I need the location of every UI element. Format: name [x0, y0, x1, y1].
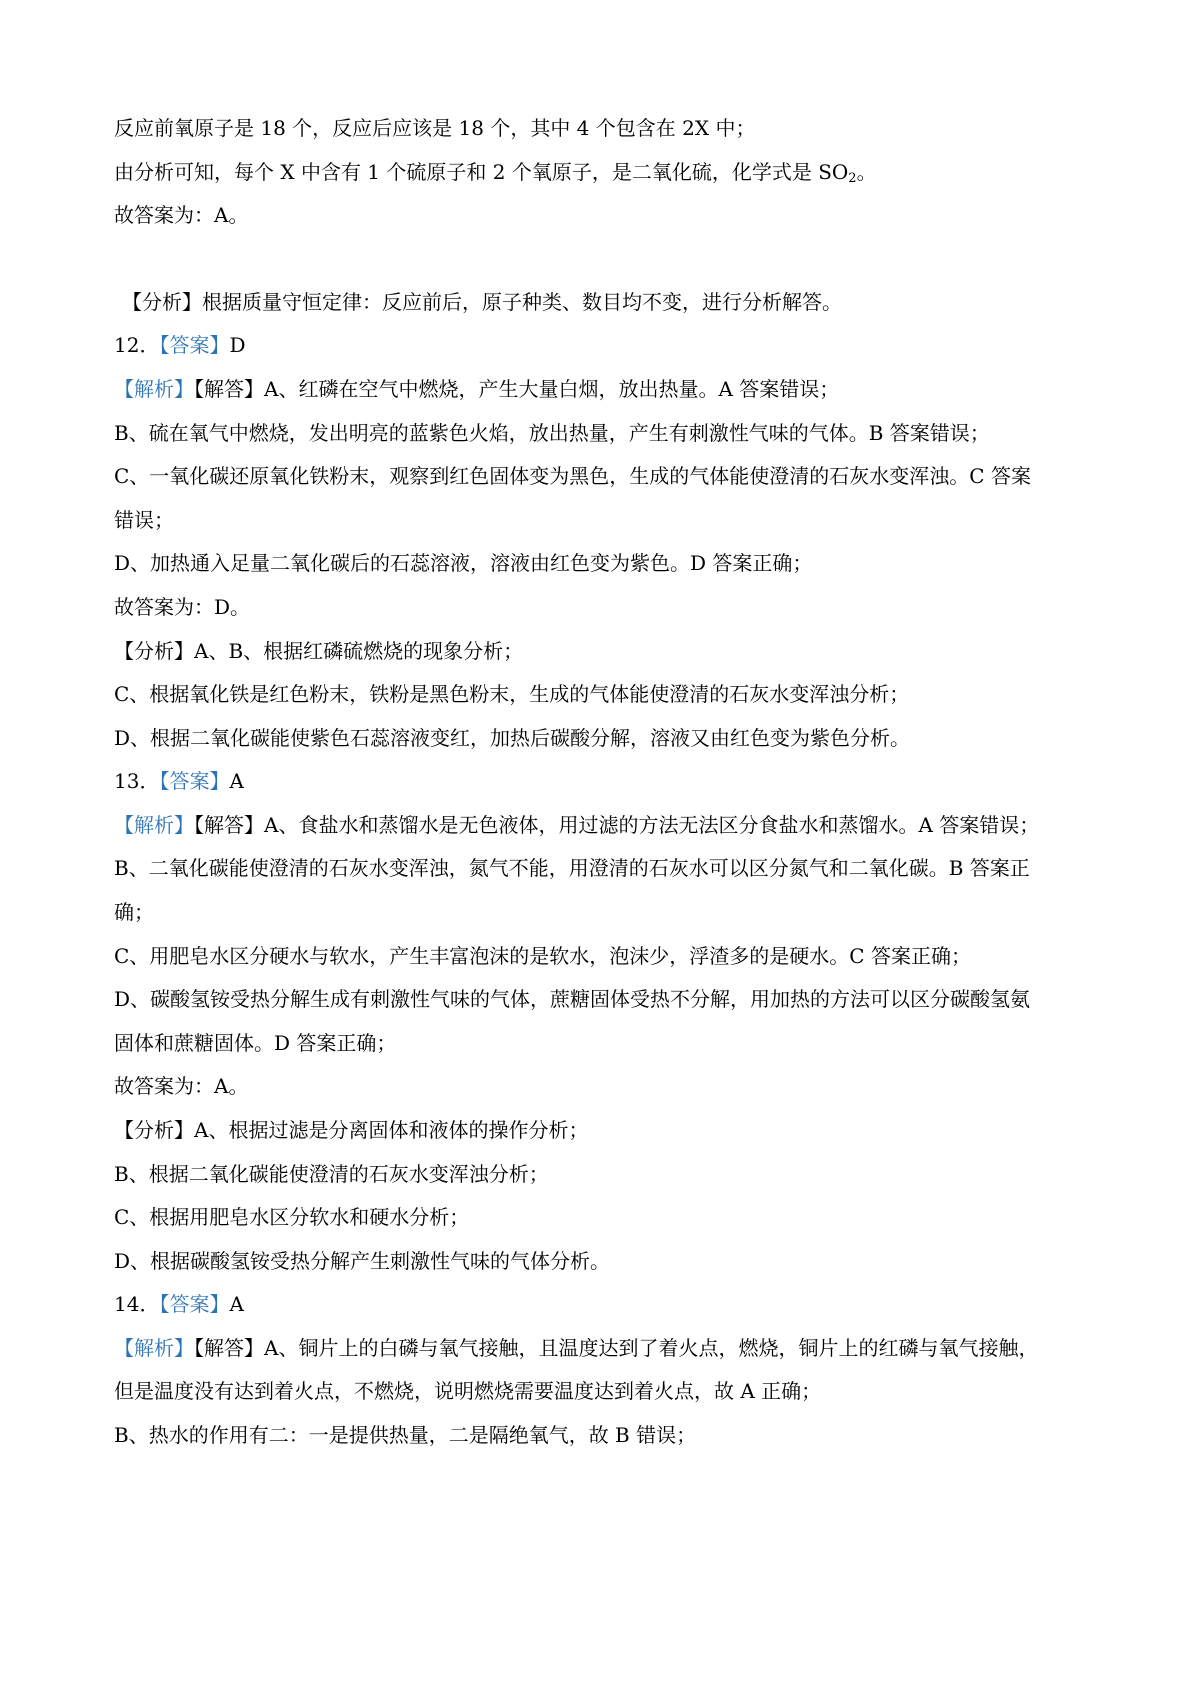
answer-tag: 【答案】: [159, 769, 230, 793]
text-line: 故答案为：A。: [114, 203, 249, 227]
answer-value: A: [229, 1292, 244, 1316]
answer-line-12: [114, 331, 1124, 359]
text-segment: 由分析可知，每个 X 中含有 1 个硫原子和 2 个氧原子，是二氧化硫，化学式是 SO: [114, 160, 849, 184]
text-line: 固体和蔗糖固体。D 答案正确；: [114, 1031, 397, 1055]
text-line: B、二氧化碳能使澄清的石灰水变浑浊，氮气不能，用澄清的石灰水可以区分氮气和二氧化碳。B 答案正: [114, 856, 1030, 880]
question-number: 14．: [114, 1292, 160, 1316]
question-number: 12．: [114, 333, 160, 357]
text-line: 故答案为：D。: [114, 595, 251, 619]
text-line: 【分析】A、B、根据红磷硫燃烧的现象分析；: [114, 639, 524, 663]
explanation-line: [114, 1334, 1124, 1362]
formula-subscript: 2: [848, 171, 857, 186]
text-line: 确；: [114, 900, 154, 924]
answer-line-13: [114, 767, 1124, 795]
text-line: C、用肥皂水区分硬水与软水，产生丰富泡沫的是软水，泡沫少，浮渣多的是硬水。C 答案正确；: [114, 944, 971, 968]
explanation-line: [114, 811, 1124, 839]
text-line: 故答案为：A。: [114, 1074, 249, 1098]
text-line: D、根据碳酸氢铵受热分解产生刺激性气味的气体分析。: [114, 1249, 611, 1273]
question-number: 13．: [114, 769, 160, 793]
answer-tag: 【答案】: [159, 1292, 230, 1316]
text-line: B、根据二氧化碳能使澄清的石灰水变浑浊分析；: [114, 1162, 549, 1186]
text-line: 但是温度没有达到着火点，不燃烧，说明燃烧需要温度达到着火点，故 A 正确；: [114, 1379, 822, 1403]
text-segment: 。: [856, 160, 877, 184]
text-line: D、加热通入足量二氧化碳后的石蕊溶液，溶液由红色变为紫色。D 答案正确；: [114, 551, 813, 575]
answer-value: D: [229, 333, 246, 357]
analysis-paragraph: 【分析】根据质量守恒定律：反应前后，原子种类、数目均不变，进行分析解答。: [122, 290, 842, 314]
explanation-tag: 【解析】: [114, 1336, 194, 1360]
text-line: 反应前氧原子是 18 个，反应后应该是 18 个，其中 4 个包含在 2X 中；: [114, 116, 756, 140]
text-line: B、硫在氧气中燃烧，发出明亮的蓝紫色火焰，放出热量，产生有刺激性气味的气体。B 答案错误；: [114, 421, 990, 445]
text-segment: 【解答】A、食盐水和蒸馏水是无色液体，用过滤的方法无法区分食盐水和蒸馏水。A 答案错误；: [194, 813, 1040, 837]
text-line: C、根据用肥皂水区分软水和硬水分析；: [114, 1205, 470, 1229]
answer-line-14: [114, 1290, 1124, 1318]
text-segment: 【解答】A、铜片上的白磷与氧气接触，且温度达到了着火点，燃烧，铜片上的红磷与氧气接触，: [194, 1336, 1039, 1360]
text-line: D、碳酸氢铵受热分解生成有刺激性气味的气体，蔗糖固体受热不分解，用加热的方法可以区分碳酸氢氨: [114, 987, 1031, 1011]
explanation-tag: 【解析】: [114, 377, 194, 401]
text-line: C、根据氧化铁是红色粉末，铁粉是黑色粉末，生成的气体能使澄清的石灰水变浑浊分析；: [114, 682, 910, 706]
text-segment: 【解答】A、红磷在空气中燃烧，产生大量白烟，放出热量。A 答案错误；: [194, 377, 840, 401]
text-line: 错误；: [114, 508, 174, 532]
text-line: D、根据二氧化碳能使紫色石蕊溶液变红，加热后碳酸分解，溶液又由红色变为紫色分析。: [114, 726, 911, 750]
answer-tag: 【答案】: [159, 333, 230, 357]
explanation-line: [114, 375, 1124, 403]
text-line-with-formula: [114, 158, 1124, 193]
text-line: B、热水的作用有二：一是提供热量，二是隔绝氧气，故 B 错误；: [114, 1423, 697, 1447]
text-line: 【分析】A、根据过滤是分离固体和液体的操作分析；: [114, 1118, 589, 1142]
text-line: C、一氧化碳还原氧化铁粉末，观察到红色固体变为黑色，生成的气体能使澄清的石灰水变浑浊。C 答案: [114, 464, 1031, 488]
explanation-tag: 【解析】: [114, 813, 194, 837]
answer-value: A: [229, 769, 244, 793]
